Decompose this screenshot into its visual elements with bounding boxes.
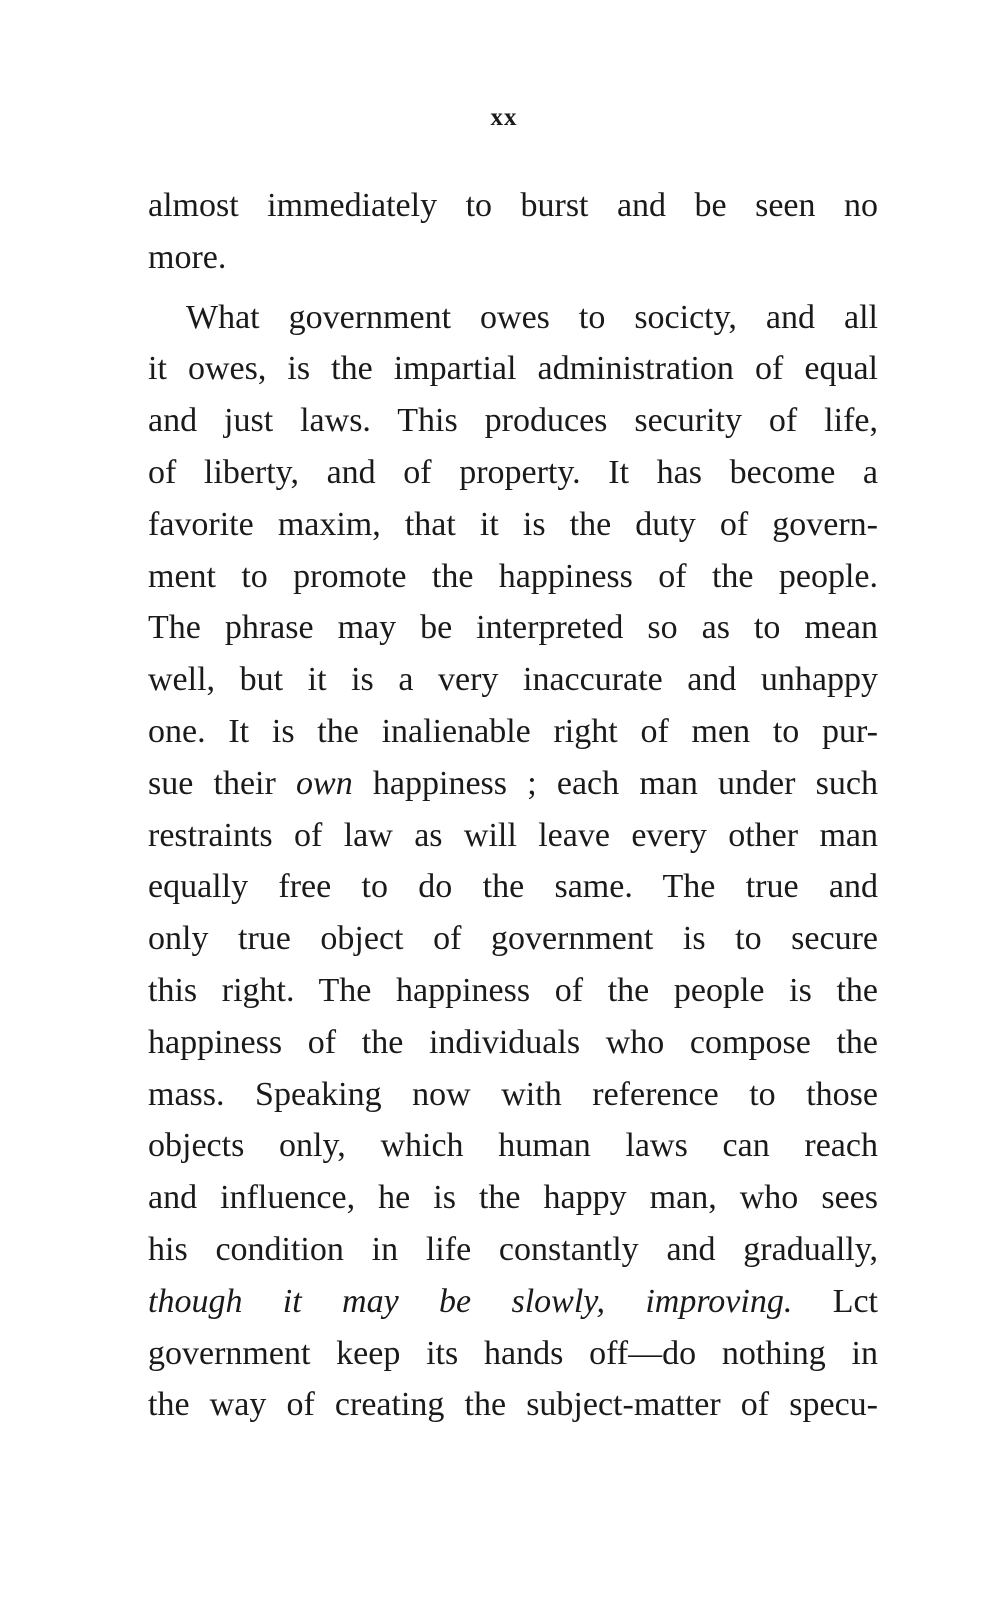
text-line: restraints of law as will leave every other man xyxy=(148,816,878,854)
text-line: government keep its hands off—do nothing in xyxy=(148,1334,878,1372)
text-line: almost immediately to burst and be seen no xyxy=(148,187,878,224)
text-line: favorite maxim, that it is the duty of govern- xyxy=(148,505,878,543)
text-line: this right. The happiness of the people is the xyxy=(148,971,878,1009)
text-line: only true object of government is to secure xyxy=(148,920,878,958)
text-line: his condition in life constantly and gradually, xyxy=(148,1230,878,1268)
text-line: happiness of the individuals who compose the xyxy=(148,1023,878,1061)
text-line: though it may be slowly, improving. Lct xyxy=(148,1282,878,1320)
text-line: The phrase may be interpreted so as to mean xyxy=(148,609,878,647)
text-line: objects only, which human laws can reach xyxy=(148,1127,878,1165)
text-line: the way of creating the subject-matter of specu- xyxy=(148,1386,878,1424)
text-line: equally free to do the same. The true and xyxy=(148,868,878,906)
text-line: sue their own happiness ; each man under such xyxy=(148,764,878,802)
body-text xyxy=(148,180,878,1431)
page-number: xx xyxy=(490,104,518,131)
text-line: mass. Speaking now with reference to those xyxy=(148,1075,878,1113)
text-line: well, but it is a very inaccurate and unhappy xyxy=(148,661,878,699)
emphasis-text: own xyxy=(296,764,353,802)
text-line: ment to promote the happiness of the people. xyxy=(148,557,878,595)
text-line: and just laws. This produces security of life, xyxy=(148,402,878,440)
text-line: and influence, he is the happy man, who sees xyxy=(148,1179,878,1217)
text-line: it owes, is the impartial administration of equal xyxy=(148,350,878,388)
text-line: more. xyxy=(148,238,227,276)
emphasis-text: though it may be slowly, improving. xyxy=(148,1282,793,1320)
text-line: What government owes to socicty, and all xyxy=(186,298,878,336)
text-line: of liberty, and of property. It has become a xyxy=(148,453,878,491)
text-line: one. It is the inalienable right of men to pur- xyxy=(148,712,878,750)
